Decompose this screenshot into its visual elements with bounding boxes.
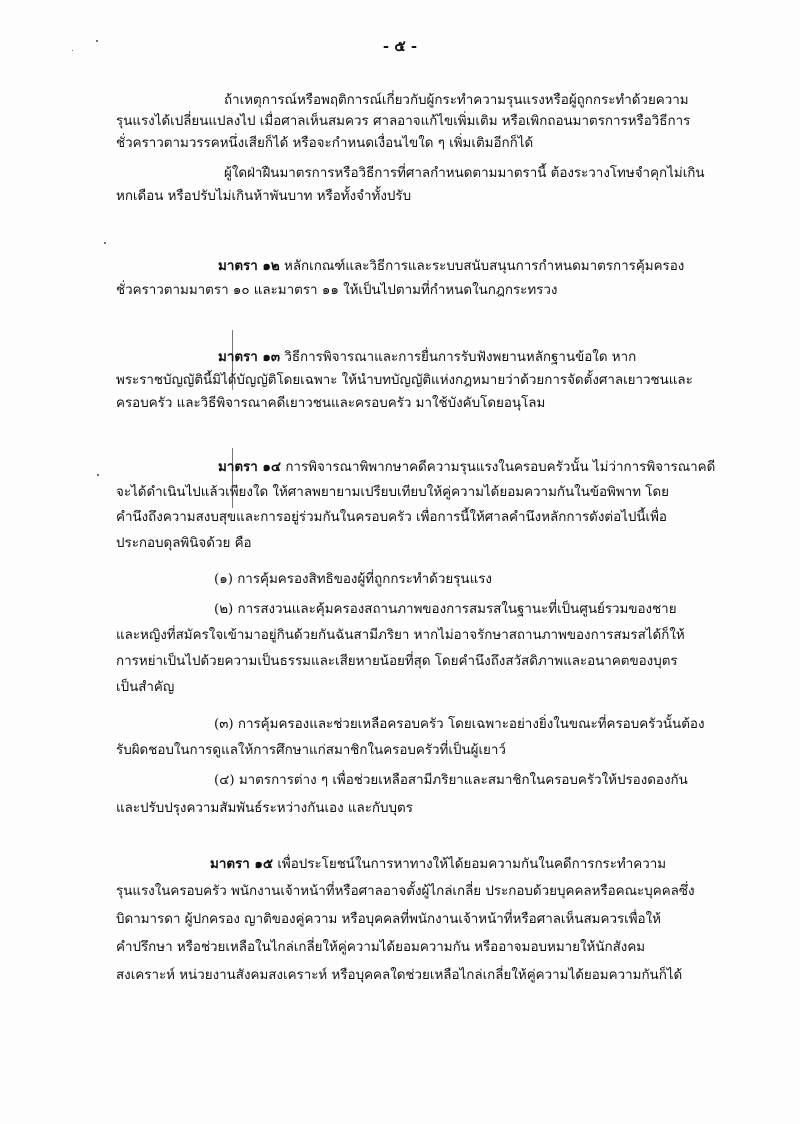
list-item: (๒) การสงวนและคุ้มครองสถานภาพของการสมรสในฐานะที่เป็นศูนย์รวมของชาย xyxy=(214,602,677,617)
section-15-line: สงเคราะห์ หน่วยงานสังคมสงเคราะห์ หรือบุคคลใดช่วยเหลือไกล่เกลี่ยให้คู่ความได้ยอมความกันก็ได้ xyxy=(116,968,683,983)
section-12-line xyxy=(218,257,684,276)
section-14-line: คำนึงถึงความสงบสุขและการอยู่ร่วมกันในครอบครัว เพื่อการนี้ให้ศาลคำนึงหลักการดังต่อไปนี้เพื่อ xyxy=(116,510,667,525)
section-12-text: หลักเกณฑ์และวิธีการและระบบสนับสนุนการกำหนดมาตรการคุ้มครอง xyxy=(284,259,685,274)
section-15-line: บิดามารดา ผู้ปกครอง ญาติของคู่ความ หรือบุคคลที่พนักงานเจ้าหน้าที่หรือศาลเห็นสมควรเพื่อให้ xyxy=(116,912,661,927)
section-15-text: เพื่อประโยชน์ในการหาทางให้ได้ยอมความกันในคดีการกระทำความ xyxy=(277,857,667,872)
list-item: (๔) มาตรการต่าง ๆ เพื่อช่วยเหลือสามีภริยาและสมาชิกในครอบครัวให้ปรองดองกัน xyxy=(214,773,688,788)
list-item: (๓) การคุ้มครองและช่วยเหลือครอบครัว โดยเฉพาะอย่างยิ่งในขณะที่ครอบครัวนั้นต้อง xyxy=(214,717,705,732)
scan-speck xyxy=(97,474,99,476)
section-14-line xyxy=(218,458,715,477)
list-item-continuation: รับผิดชอบในการดูแลให้การศึกษาแก่สมาชิกในครอบครัวที่เป็นผู้เยาว์ xyxy=(116,743,506,758)
section-15-line xyxy=(210,855,666,874)
section-12-line: ชั่วคราวตามมาตรา ๑๐ และมาตรา ๑๑ ให้เป็นไปตามที่กำหนดในกฎกระทรวง xyxy=(116,283,558,298)
list-item-continuation: เป็นสำคัญ xyxy=(116,680,175,695)
section-13-heading: มาตรา ๑๓ xyxy=(218,349,281,365)
paragraph-line: รุนแรงได้เปลี่ยนแปลงไป เมื่อศาลเห็นสมควร ศาลอาจแก้ไขเพิ่มเติม หรือเพิกถอนมาตรการหรือวิธีการ xyxy=(116,114,691,129)
list-item: (๑) การคุ้มครองสิทธิของผู้ที่ถูกกระทำด้วยรุนแรง xyxy=(214,572,492,587)
section-13-text: วิธีการพิจารณาและการยื่นการรับฟังพยานหลักฐานข้อใด หาก xyxy=(284,350,637,365)
section-13-line: ครอบครัว และวิธีพิจารณาคดีเยาวชนและครอบครัว มาใช้บังคับโดยอนุโลม xyxy=(116,396,546,411)
section-13-line xyxy=(218,348,636,367)
scan-speck xyxy=(104,242,106,244)
section-15-heading: มาตรา ๑๕ xyxy=(210,856,274,872)
page-number: - ๕ - xyxy=(382,37,418,55)
paragraph-line: ชั่วคราวตามวรรคหนึ่งเสียก็ได้ หรือจะกำหนดเงื่อนไขใด ๆ เพิ่มเติมอีกก็ได้ xyxy=(116,136,534,151)
list-item-continuation: การหย่าเป็นไปด้วยความเป็นธรรมและเสียหายน้อยที่สุด โดยคำนึงถึงสวัสดิภาพและอนาคตของบุตร xyxy=(116,654,678,669)
list-item-continuation: และปรับปรุงความสัมพันธ์ระหว่างกันเอง และกับบุตร xyxy=(116,801,413,816)
section-14-heading: มาตรา ๑๔ xyxy=(218,459,282,475)
paragraph-line: หกเดือน หรือปรับไม่เกินห้าพันบาท หรือทั้งจำทั้งปรับ xyxy=(116,189,412,204)
paragraph-line: ผู้ใดฝ่าฝืนมาตรการหรือวิธีการที่ศาลกำหนดตามมาตรานี้ ต้องระวางโทษจำคุกไม่เกิน xyxy=(224,166,705,181)
list-item-continuation: และหญิงที่สมัครใจเข้ามาอยู่กินด้วยกันฉันสามีภริยา หากไม่อาจรักษาสถานภาพของการสมรสได้ก็ให้ xyxy=(116,628,685,643)
section-14-line: จะได้ดำเนินไปแล้วเพียงใด ให้ศาลพยายามเปรียบเทียบให้คู่ความได้ยอมความกันในข้อพิพาท โดย xyxy=(116,485,670,500)
section-14-text: การพิจารณาพิพากษาคดีความรุนแรงในครอบครัวนั้น ไม่ว่าการพิจารณาคดี xyxy=(285,460,716,475)
section-15-line: คำปรึกษา หรือช่วยเหลือในไกล่เกลี่ยให้คู่ความได้ยอมความกัน หรืออาจมอบหมายให้นักสังคม xyxy=(116,940,646,955)
section-13-line: พระราชบัญญัตินี้มิได้บัญญัติโดยเฉพาะ ให้นำบทบัญญัติแห่งกฎหมายว่าด้วยการจัดตั้งศาลเยาวชนและ xyxy=(116,373,693,388)
section-14-line: ประกอบดุลพินิจด้วย คือ xyxy=(116,536,252,551)
paragraph-line: ถ้าเหตุการณ์หรือพฤติการณ์เกี่ยวกับผู้กระทำความรุนแรงหรือผู้ถูกกระทำด้วยความ xyxy=(224,93,689,108)
section-12-heading: มาตรา ๑๒ xyxy=(218,258,280,274)
section-15-line: รุนแรงในครอบครัว พนักงานเจ้าหน้าที่หรือศาลอาจตั้งผู้ไกล่เกลี่ย ประกอบด้วยบุคคลหรือคณะบุคคลซึ่ง xyxy=(116,884,695,899)
